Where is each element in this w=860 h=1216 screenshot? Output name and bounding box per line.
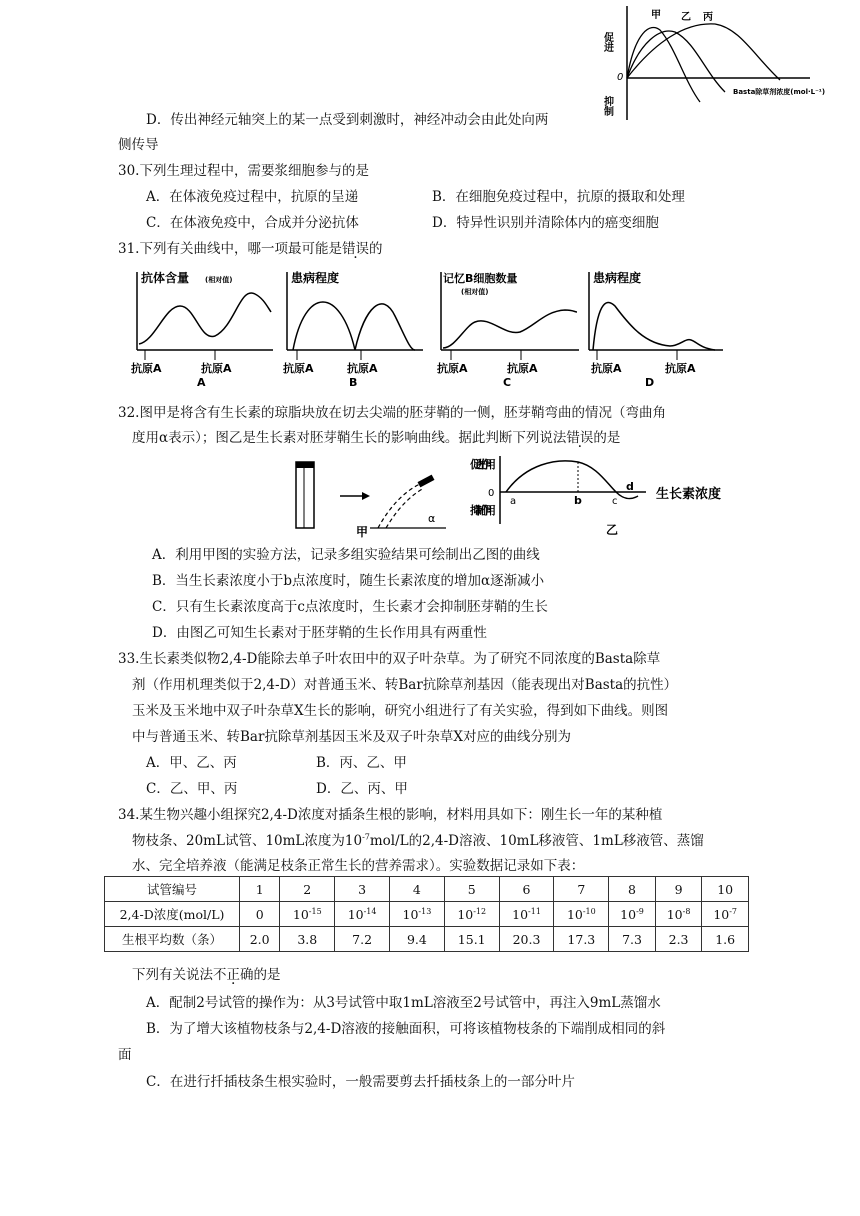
q31-graph-c [437, 271, 579, 389]
basta-graph [601, 2, 826, 124]
table-cell: 9.4 [390, 927, 445, 952]
q34-ask: 下列有关说法不正确的是 [132, 967, 281, 983]
svg-text:抗原A: 抗原A [591, 362, 622, 375]
inhibit-label: 抑制 [601, 96, 613, 116]
svg-text:d: d [626, 480, 634, 493]
q34-data-table [104, 876, 749, 952]
table-cell: 3 [335, 877, 390, 902]
table-row-concentration [105, 902, 749, 927]
svg-text:抗原A: 抗原A [201, 362, 232, 375]
q30-option-c: C．在体液免疫中，合成并分泌抗体 [146, 215, 359, 231]
table-cell: 5 [444, 877, 499, 902]
q33-option-c: C．乙、甲、丙 [146, 781, 238, 797]
q33-stem-1: 33.生长素类似物2,4-D能除去单子叶农田中的双子叶杂草。为了研究不同浓度的Basta除草 [118, 651, 661, 667]
table-cell: 4 [390, 877, 445, 902]
svg-text:抗原A: 抗原A [347, 362, 378, 375]
q30-option-d: D．特异性识别并清除体内的癌变细胞 [432, 215, 659, 231]
table-cell: 17.3 [554, 927, 609, 952]
svg-text:患病程度: 患病程度 [593, 271, 642, 285]
svg-text:C: C [503, 376, 512, 389]
table-cell: $10^{-7}$ [702, 902, 749, 927]
q31-graph-b [283, 270, 423, 389]
svg-text:0: 0 [488, 488, 495, 499]
curve-bing-label: 丙 [703, 12, 713, 23]
q31-graph-a [131, 270, 273, 389]
svg-text:(相对值): (相对值) [461, 288, 489, 296]
svg-text:α: α [428, 512, 436, 525]
promote-label: 促进 [601, 32, 613, 52]
table-cell: 7.3 [609, 927, 656, 952]
table-row-roots [105, 927, 749, 952]
table-cell: $10^{-12}$ [444, 902, 499, 927]
svg-text:乙: 乙 [606, 523, 619, 537]
svg-text:(相对值): (相对值) [205, 276, 233, 284]
table-cell: $10^{-9}$ [609, 902, 656, 927]
x-axis-label: Basta除草剂浓度(mol·L⁻¹) [733, 88, 826, 96]
q32-stem-2: 度用α表示）；图乙是生长素对胚芽鞘生长的影响曲线。据此判断下列说法错误的是 [132, 430, 621, 446]
svg-text:c: c [612, 496, 618, 507]
curve-jia-label: 甲 [651, 10, 661, 21]
svg-text:记忆B细胞数量: 记忆B细胞数量 [443, 272, 518, 285]
table-header: 生根平均数（条） [105, 927, 240, 952]
svg-text:B: B [349, 376, 358, 389]
table-cell: 2.3 [655, 927, 702, 952]
q32-option-a: A．利用甲图的实验方法，记录多组实验结果可绘制出乙图的曲线 [152, 547, 540, 563]
table-cell: $10^{-8}$ [655, 902, 702, 927]
table-cell: $10^{-10}$ [554, 902, 609, 927]
svg-text:b: b [574, 494, 582, 507]
table-cell: 1.6 [702, 927, 749, 952]
table-cell: 0 [240, 902, 280, 927]
table-cell: 3.8 [280, 927, 335, 952]
table-cell: 2.0 [240, 927, 280, 952]
q32-figure-yi [466, 452, 756, 538]
svg-text:A: A [197, 376, 206, 389]
svg-text:抗原A: 抗原A [283, 362, 314, 375]
svg-text:a: a [510, 496, 517, 507]
q33-stem-4: 中与普通玉米、转Bar抗除草剂基因玉米及双子叶杂草X对应的曲线分别为 [132, 729, 572, 745]
q32-option-d: D．由图乙可知生长素对于胚芽鞘的生长作用具有两重性 [152, 625, 487, 641]
q34-stem-2: 物枝条、20mL试管、10mL浓度为$10^{-7}mol/L$的2,4-D溶液、10mL移液管、1mL移液管、蒸馏 [132, 832, 704, 849]
q34-option-b-cont: 面 [118, 1047, 132, 1063]
table-cell: $10^{-13}$ [390, 902, 445, 927]
q30-stem: 30.下列生理过程中，需要浆细胞参与的是 [118, 163, 369, 179]
table-cell: 15.1 [444, 927, 499, 952]
svg-text:D: D [645, 376, 655, 389]
curve-yi-label: 乙 [681, 12, 691, 23]
table-cell: 8 [609, 877, 656, 902]
q31-graphs [125, 266, 725, 392]
table-cell: 20.3 [499, 927, 554, 952]
q34-option-b: B．为了增大该植物枝条与2,4-D溶液的接触面积，可将该植物枝条的下端削成相同的斜 [146, 1021, 666, 1037]
q34-stem-1: 34.某生物兴趣小组探究2,4-D浓度对插条生根的影响，材料用具如下：刚生长一年的某种植 [118, 807, 663, 823]
table-cell: 7 [554, 877, 609, 902]
q29-option-d-cont: 侧传导 [118, 137, 159, 153]
q31-graph-d [589, 270, 723, 389]
q33-option-d: D．乙、丙、甲 [316, 781, 408, 797]
q32-figure-jia [290, 456, 446, 539]
table-cell: 10 [702, 877, 749, 902]
q34-option-a: A．配制2号试管的操作为：从3号试管中取1mL溶液至2号试管中，再注入9mL蒸馏水 [146, 995, 661, 1011]
q33-stem-3: 玉米及玉米地中双子叶杂草X生长的影响，研究小组进行了有关实验，得到如下曲线。则图 [132, 703, 669, 719]
svg-text:抗原A: 抗原A [507, 362, 538, 375]
q33-option-b: B．丙、乙、甲 [316, 755, 407, 771]
svg-text:抗原A: 抗原A [437, 362, 468, 375]
table-cell: $10^{-15}$ [280, 902, 335, 927]
table-cell: 6 [499, 877, 554, 902]
q32-stem-1: 32.图甲是将含有生长素的琼脂块放在切去尖端的胚芽鞘的一侧，胚芽鞘弯曲的情况（弯曲角 [118, 405, 666, 421]
svg-text:抗体含量: 抗体含量 [141, 271, 190, 285]
svg-text:促进作用: 促进作用 [470, 458, 496, 471]
q30-option-b: B．在细胞免疫过程中，抗原的摄取和处理 [432, 189, 685, 205]
svg-text:抑制作用: 抑制作用 [470, 504, 496, 517]
table-header: 2,4-D浓度(mol/L) [105, 902, 240, 927]
q31-stem: 31.下列有关曲线中，哪一项最可能是错误的 [118, 241, 383, 257]
q34-option-c: C．在进行扦插枝条生根实验时，一般需要剪去扦插枝条上的一部分叶片 [146, 1074, 575, 1090]
table-cell: 1 [240, 877, 280, 902]
q30-option-a: A．在体液免疫过程中，抗原的呈递 [146, 189, 359, 205]
q32-option-b: B．当生长素浓度小于b点浓度时，随生长素浓度的增加α逐渐减小 [152, 573, 545, 589]
table-row-tube [105, 877, 749, 902]
table-cell: 9 [655, 877, 702, 902]
table-header: 试管编号 [105, 877, 240, 902]
svg-text:抗原A: 抗原A [665, 362, 696, 375]
table-cell: $10^{-11}$ [499, 902, 554, 927]
origin-label: 0 [617, 72, 624, 83]
q29-option-d: D．传出神经元轴突上的某一点受到刺激时，神经冲动会由此处向两 [146, 112, 549, 128]
svg-text:生长素浓度: 生长素浓度 [656, 487, 722, 502]
q34-stem-3: 水、完全培养液（能满足枝条正常生长的营养需求）。实验数据记录如下表： [132, 858, 585, 874]
q32-option-c: C．只有生长素浓度高于c点浓度时，生长素才会抑制胚芽鞘的生长 [152, 599, 548, 615]
svg-text:甲: 甲 [356, 525, 369, 539]
svg-text:抗原A: 抗原A [131, 362, 162, 375]
table-cell: $10^{-14}$ [335, 902, 390, 927]
q33-option-a: A．甲、乙、丙 [146, 755, 237, 771]
table-cell: 2 [280, 877, 335, 902]
svg-text:患病程度: 患病程度 [291, 271, 340, 285]
table-cell: 7.2 [335, 927, 390, 952]
q33-stem-2: 剂（作用机理类似于2,4-D）对普通玉米、转Bar抗除草剂基因（能表现出对Basta的抗性） [132, 677, 678, 693]
